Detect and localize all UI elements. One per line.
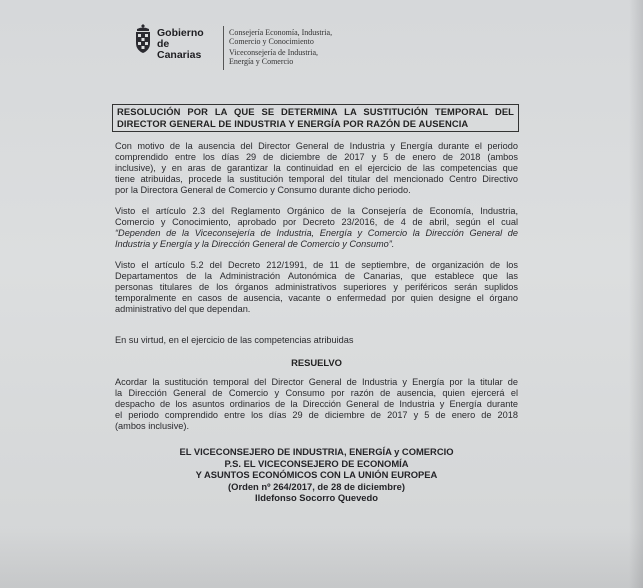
government-name	[157, 28, 204, 61]
signatory-name: Ildefonso Socorro Quevedo	[255, 492, 378, 503]
title-line: DIRECTOR GENERAL DE INDUSTRIA Y ENERGÍA POR RAZÓN DE AUSENCIA	[117, 118, 469, 129]
title-line: RESOLUCIÓN POR LA QUE SE DETERMINA LA SUSTITUCIÓN TEMPORAL DEL	[117, 106, 514, 117]
signature-line: Y ASUNTOS ECONÓMICOS CON LA UNIÓN EUROPEA	[195, 469, 438, 480]
department-line: Comercio y Conocimiento	[229, 37, 314, 46]
coat-of-arms-icon	[133, 23, 153, 54]
signature-block	[115, 446, 518, 504]
document-body	[115, 141, 518, 325]
text-line: Acordar la sustitución temporal del Director General de Industria y Energía por la titular de	[115, 377, 518, 387]
paragraph-visto-reglamento	[115, 206, 518, 250]
text-line: el periodo comprendido entre los días 29 de diciembre de 2017 y 5 de enero de 2018	[115, 410, 518, 420]
paragraph-motivo	[115, 141, 518, 196]
page-edge-shadow	[629, 0, 643, 588]
text-line: Visto el artículo 5.2 del Decreto 212/1991, de 11 de septiembre, de organización de los	[115, 260, 518, 270]
signature-line: EL VICECONSEJERO DE INDUSTRIA, ENERGÍA y COMERCIO	[179, 446, 454, 457]
department-line: Consejería Economía, Industria,	[229, 28, 333, 37]
text-line: personas titulares de los órganos administrativos superiores y periféricos serán suplidos	[115, 282, 518, 292]
text-line: por la Directora General de Comercio y Consumo durante dicho periodo.	[115, 185, 411, 195]
resolution-text	[115, 377, 518, 432]
quoted-text-line: Industria y Energía y la Dirección General de Comercio y Consumo”.	[115, 239, 395, 249]
text-line: administrativo del que dependan.	[115, 304, 251, 314]
resuelvo-heading: RESUELVO	[291, 357, 342, 368]
signature-line: P.S. EL VICECONSEJERO DE ECONOMÍA	[224, 457, 409, 469]
text-line: Con motivo de la ausencia del Director General de Industria y Energía durante el periodo	[115, 141, 518, 151]
paragraph-visto-decreto	[115, 260, 518, 315]
text-line: la Dirección General de Comercio y Consumo por razón de ausencia, quien ejercerá el	[115, 388, 518, 398]
text-line: Departamentos de la Administración Autonómica de Canarias, que establece que las	[115, 271, 518, 281]
header-divider	[223, 26, 224, 70]
text-line: (ambos inclusive).	[115, 421, 190, 431]
text-line: temporalmente en casos de ausencia, vacante o enfermedad por quien designe el órgano	[115, 293, 518, 303]
resolution-title	[112, 104, 519, 132]
text-line: Comercio y Conocimiento, aprobado por Decreto 23/2016, de 4 de abril, según el cual	[115, 217, 518, 227]
gov-name-line1: Gobierno	[157, 27, 204, 39]
gov-name-line2: de Canarias	[157, 38, 202, 61]
department-block	[229, 28, 399, 66]
text-line: Visto el artículo 2.3 del Reglamento Orgánico de la Consejería de Economía, Industria,	[115, 206, 518, 216]
signature-line: (Orden nº 264/2017, de 28 de diciembre)	[228, 480, 405, 492]
page-bottom-shadow	[0, 528, 643, 588]
quoted-text-line: “Dependen de la Viceconsejería de Industria, Energía y Comercio la Dirección General de	[115, 228, 518, 238]
text-line: despacho de los asuntos ordinarios de la Dirección General de Industria y Energía durante	[115, 399, 518, 409]
text-line: comprendido entre los días 29 de diciembre de 2017 y 5 de enero de 2018 (ambos	[115, 152, 518, 162]
subdepartment-line: Energía y Comercio	[229, 57, 294, 66]
paragraph-en-su-virtud: En su virtud, en el ejercicio de las competencias atribuidas	[115, 335, 354, 345]
text-line: inclusive), y en aras de garantizar la continuidad en el ejercicio de las competencias que	[115, 163, 518, 173]
text-line: tiene atribuidas, procede la sustitución temporal del titular del mencionado Centro Directivo	[115, 174, 518, 184]
subdepartment-line: Viceconsejería de Industria,	[229, 48, 319, 57]
